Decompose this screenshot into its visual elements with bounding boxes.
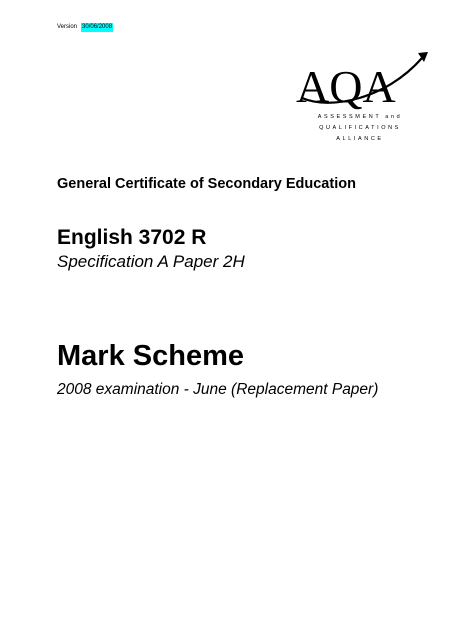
aqa-logo-icon <box>290 50 430 114</box>
exam-info: 2008 examination - June (Replacement Paper) <box>57 381 379 398</box>
logo-wordmark: AQA <box>296 61 396 112</box>
version-label: Version <box>57 24 78 30</box>
logo-tagline-line-2: QUALIFICATIONS <box>319 125 401 131</box>
version-date: 30/06/2008 <box>82 24 113 30</box>
specification-subtitle: Specification A Paper 2H <box>57 252 245 271</box>
logo-tagline-line-3: ALLIANCE <box>336 136 384 142</box>
subject-title: English 3702 R <box>57 226 207 249</box>
version-stamp <box>57 23 113 32</box>
logo-tagline-line-1: ASSESSMENT and <box>317 114 403 120</box>
aqa-logo <box>290 50 430 150</box>
qualification-heading: General Certificate of Secondary Education <box>57 176 356 192</box>
document-title: Mark Scheme <box>57 340 244 372</box>
